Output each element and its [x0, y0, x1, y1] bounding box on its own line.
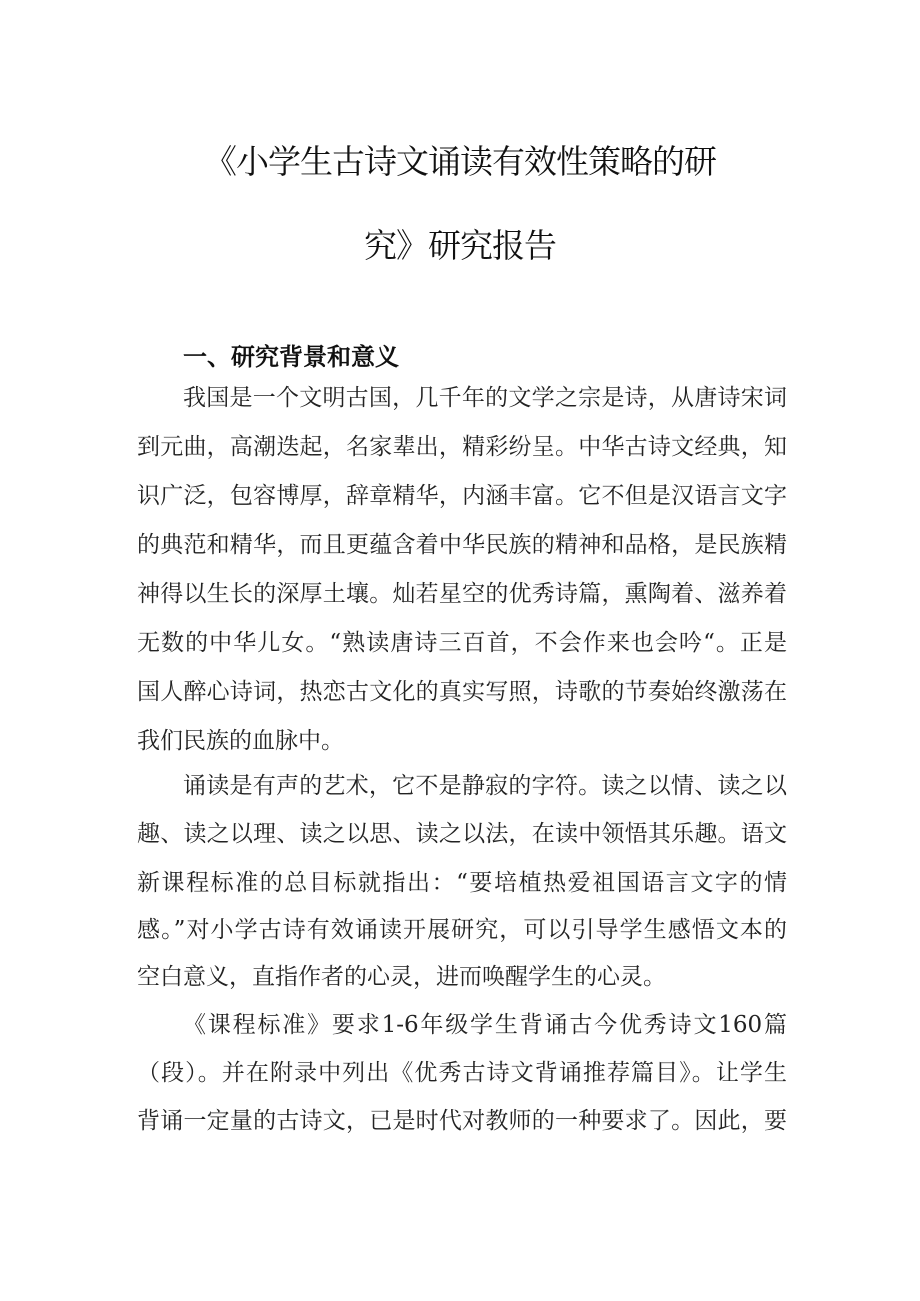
paragraph-line: 诵读是有声的艺术，它不是静寂的字符。读之以情、读之以	[183, 773, 787, 799]
paragraph-line: 的典范和精华，而且更蕴含着中华民族的精神和品格，是民族精	[137, 532, 787, 558]
paragraph-line: 感。”对小学古诗有效诵读开展研究，可以引导学生感悟文本的	[137, 917, 787, 943]
paragraph-line: 神得以生长的深厚土壤。灿若星空的优秀诗篇，熏陶着、滋养着	[137, 581, 787, 607]
paragraph-line: 新课程标准的总目标就指出：“要培植热爱祖国语言文字的情	[137, 870, 787, 896]
paragraph-line: 无数的中华儿女。“熟读唐诗三百首，不会作来也会吟“。正是	[137, 630, 787, 656]
document-title-line-2: 究》研究报告	[364, 226, 556, 265]
paragraph-line: 空白意义，直指作者的心灵，进而唤醒学生的心灵。	[137, 964, 666, 990]
paragraph-line: 我们民族的血脉中。	[137, 728, 344, 754]
section-heading-background: 一、研究背景和意义	[183, 343, 399, 371]
paragraph-line: （段）。并在附录中列出《优秀古诗文背诵推荐篇目》。让学生	[137, 1060, 787, 1086]
paragraph-line: 识广泛，包容博厚，辞章精华，内涵丰富。它不但是汉语言文字	[137, 483, 787, 509]
paragraph-line: 到元曲，高潮迭起，名家辈出，精彩纷呈。中华古诗文经典，知	[137, 434, 787, 460]
paragraph-line: 国人醉心诗词，热恋古文化的真实写照，诗歌的节奏始终激荡在	[137, 679, 787, 705]
paragraph-line: 趣、读之以理、读之以思、读之以法，在读中领悟其乐趣。语文	[137, 821, 787, 847]
paragraph-line: 我国是一个文明古国，几千年的文学之宗是诗，从唐诗宋词	[183, 385, 787, 411]
paragraph-line: 《课程标准》要求1-6年级学生背诵古今优秀诗文160篇	[183, 1012, 787, 1038]
paragraph-line: 背诵一定量的古诗文，已是时代对教师的一种要求了。因此，要	[137, 1108, 787, 1134]
document-title-line-1: 《小学生古诗文诵读有效性策略的研	[204, 142, 716, 181]
